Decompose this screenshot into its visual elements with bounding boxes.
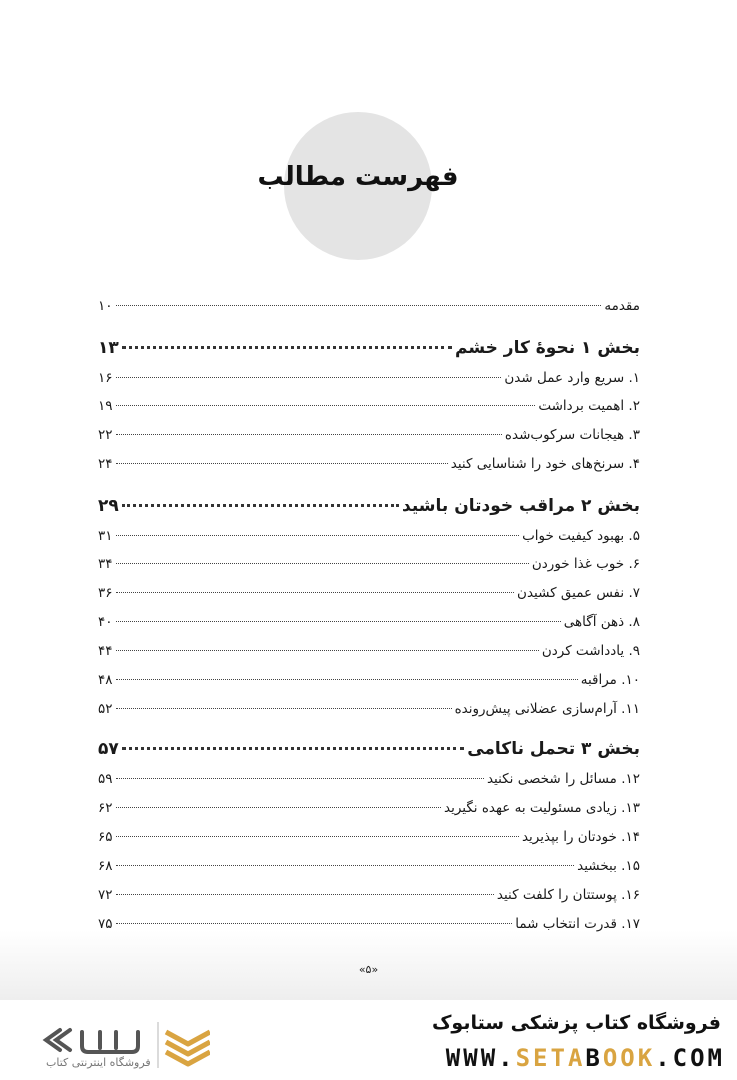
toc-label: ۱۲. مسائل را شخصی نکنید	[486, 771, 640, 787]
toc-label: ۱۷. قدرت انتخاب شما	[515, 916, 640, 932]
toc-leader	[116, 865, 575, 866]
toc-label: مقدمه	[604, 298, 640, 314]
toc-leader	[122, 747, 464, 750]
toc-leader	[116, 535, 520, 536]
logo-subtitle: فروشگاه اینترنتی کتاب	[46, 1056, 151, 1069]
toc-label: ۱۴. خودتان را بپذیرید	[521, 829, 640, 845]
toc-item	[98, 800, 640, 822]
toc-item	[98, 614, 640, 636]
toc-leader	[122, 346, 452, 349]
page-title: فهرست مطالب	[257, 162, 459, 192]
toc-page: ۲۴	[98, 456, 113, 472]
toc-section-label: بخش ۲ مراقب خودتان باشید	[402, 496, 640, 516]
url-highlight: SETA	[515, 1044, 586, 1072]
toc-leader	[116, 807, 441, 808]
toc-leader	[116, 463, 448, 464]
toc-leader	[122, 504, 399, 507]
toc-page: ۴۴	[98, 643, 113, 659]
toc-intro	[98, 298, 640, 320]
toc-section	[98, 338, 640, 364]
toc-item	[98, 528, 640, 550]
toc-section-page: ۱۳	[98, 338, 119, 358]
toc-section-label: بخش ۱ نحوهٔ کار خشم	[454, 338, 640, 358]
url-text: WWW.	[445, 1044, 516, 1072]
toc-item	[98, 829, 640, 851]
toc-section-page: ۲۹	[98, 496, 119, 516]
toc-item	[98, 701, 640, 723]
toc-leader	[116, 836, 519, 837]
url-text: B	[585, 1044, 603, 1072]
toc-item	[98, 427, 640, 449]
toc-item	[98, 672, 640, 694]
toc-label: ۱۱. آرام‌سازی عضلانی پیش‌رونده	[454, 701, 640, 717]
toc-page: ۳۱	[98, 528, 113, 544]
toc-item	[98, 398, 640, 420]
toc-label: ۲. اهمیت برداشت	[538, 398, 640, 414]
toc-page: ۳۶	[98, 585, 113, 601]
toc-item	[98, 887, 640, 909]
toc-item	[98, 858, 640, 880]
toc-label: ۴. سرنخ‌های خود را شناسایی کنید	[450, 456, 640, 472]
store-url[interactable]	[446, 1044, 725, 1072]
toc-page: ۲۲	[98, 427, 113, 443]
toc-page: ۶۸	[98, 858, 113, 874]
toc-page: ۵۲	[98, 701, 113, 717]
toc-item	[98, 456, 640, 478]
toc-page: ۷۵	[98, 916, 113, 932]
toc-leader	[116, 305, 602, 306]
toc-page: ۱۹	[98, 398, 113, 414]
toc-page: ۶۵	[98, 829, 113, 845]
toc-item	[98, 771, 640, 793]
toc-page: ۵۹	[98, 771, 113, 787]
toc-section-page: ۵۷	[98, 739, 119, 759]
toc-leader	[116, 778, 484, 779]
toc-page: ۴۸	[98, 672, 113, 688]
wordmark-icon	[46, 1030, 138, 1052]
toc-leader	[116, 708, 452, 709]
toc-label: ۵. بهبود کیفیت خواب	[522, 528, 640, 544]
toc-label: ۱. سریع وارد عمل شدن	[504, 370, 640, 386]
toc-item	[98, 585, 640, 607]
toc-leader	[116, 894, 494, 895]
toc-page: ۳۴	[98, 556, 113, 572]
toc-leader	[116, 923, 513, 924]
toc-leader	[116, 405, 536, 406]
url-highlight: OOK	[602, 1044, 656, 1072]
toc-section	[98, 739, 640, 765]
toc-label: ۱۳. زیادی مسئولیت به عهده نگیرید	[443, 800, 640, 816]
toc-page: ۷۲	[98, 887, 113, 903]
toc-label: ۱۰. مراقبه	[580, 672, 640, 688]
store-footer	[0, 1000, 737, 1080]
toc-label: ۱۵. ببخشید	[577, 858, 640, 874]
toc-leader	[116, 679, 578, 680]
toc-item	[98, 370, 640, 392]
toc-section-label: بخش ۳ تحمل ناکامی	[467, 739, 640, 759]
toc-label: ۹. یادداشت کردن	[541, 643, 640, 659]
page-number: «۵»	[358, 963, 379, 976]
toc-item	[98, 556, 640, 578]
chevron-logo-icon	[166, 1032, 210, 1064]
toc-section	[98, 496, 640, 522]
toc-label: ۷. نفس عمیق کشیدن	[517, 585, 640, 601]
toc-page: ۱۶	[98, 370, 113, 386]
toc-page: ۶۲	[98, 800, 113, 816]
toc-page: ۱۰	[98, 298, 113, 314]
toc-leader	[116, 563, 529, 564]
toc-label: ۶. خوب غذا خوردن	[531, 556, 640, 572]
toc-label: ۸. ذهن آگاهی	[563, 614, 640, 630]
store-name: فروشگاه کتاب پزشکی ستابوک	[431, 1012, 721, 1034]
toc-item	[98, 916, 640, 938]
toc-item	[98, 643, 640, 665]
toc-leader	[116, 621, 561, 622]
toc-leader	[116, 650, 539, 651]
toc-leader	[116, 434, 502, 435]
url-text: .COM	[655, 1044, 725, 1072]
toc-label: ۱۶. پوستتان را کلفت کنید	[496, 887, 640, 903]
toc-leader	[116, 592, 515, 593]
toc-label: ۳. هیجانات سرکوب‌شده	[504, 427, 640, 443]
toc-page: ۴۰	[98, 614, 113, 630]
toc-leader	[116, 377, 502, 378]
